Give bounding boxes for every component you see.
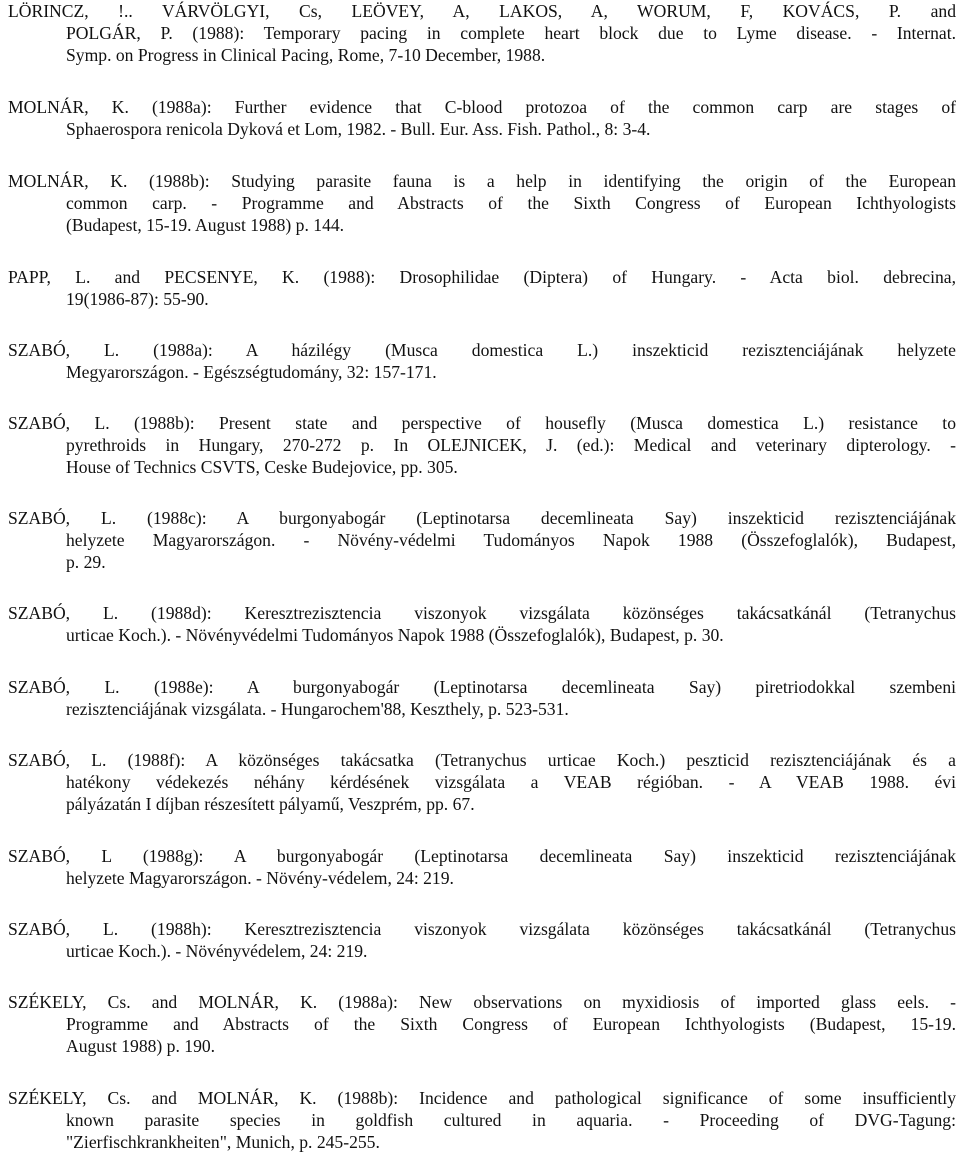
reference-line: SZABÓ, L. (1988d): Keresztrezisztencia viszonyok vizsgálata közönséges takácsatkánál (Tetranychus [8, 603, 956, 623]
reference-line: helyzete Magyarországon. - Növény-védelem, 24: 219. [66, 868, 454, 888]
reference-entry-szabo-1988h [8, 918, 956, 962]
reference-line: Symp. on Progress in Clinical Pacing, Rome, 7-10 December, 1988. [66, 45, 546, 65]
reference-line: SZABÓ, L (1988g): A burgonyabogár (Leptinotarsa decemlineata Say) inszekticid rezisztenciájának [8, 846, 956, 866]
reference-line: SZABÓ, L. (1988c): A burgonyabogár (Leptinotarsa decemlineata Say) inszekticid rezisztenciájának [8, 508, 956, 528]
reference-line: POLGÁR, P. (1988): Temporary pacing in complete heart block due to Lyme disease. - Internat. [66, 23, 956, 43]
reference-line: urticae Koch.). - Növényvédelmi Tudományos Napok 1988 (Összefoglalók), Budapest, p. 30. [66, 625, 724, 645]
reference-line: SZABÓ, L. (1988e): A burgonyabogár (Leptinotarsa decemlineata Say) piretriodokkal szembeni [8, 677, 956, 697]
reference-line: (Budapest, 15-19. August 1988) p. 144. [66, 215, 345, 235]
reference-entry-szabo-1988d [8, 602, 956, 646]
reference-entry-papp [8, 266, 956, 310]
reference-line: SZABÓ, L. (1988f): A közönséges takácsatka (Tetranychus urticae Koch.) peszticid rezisztenciájának és a [8, 750, 956, 770]
reference-entry-szekely-1988a [8, 991, 956, 1057]
reference-entry-szabo-1988a [8, 339, 956, 383]
reference-entry-molnar-1988a [8, 96, 956, 140]
reference-line: Programme and Abstracts of the Sixth Congress of European Ichthyologists (Budapest, 15-19. [66, 1014, 956, 1034]
reference-entry-szabo-1988b [8, 412, 956, 478]
reference-line: SZABÓ, L. (1988b): Present state and perspective of housefly (Musca domestica L.) resistance to [8, 413, 956, 433]
reference-entry-szabo-1988f [8, 749, 956, 815]
reference-line: "Zierfischkrankheiten", Munich, p. 245-255. [66, 1132, 380, 1152]
reference-line: SZÉKELY, Cs. and MOLNÁR, K. (1988b): Incidence and pathological significance of some insufficiently [8, 1088, 956, 1108]
reference-line: MOLNÁR, K. (1988b): Studying parasite fauna is a help in identifying the origin of the European [8, 171, 956, 191]
reference-line: House of Technics CSVTS, Ceske Budejovice, pp. 305. [66, 457, 458, 477]
reference-line: 19(1986-87): 55-90. [66, 289, 209, 309]
reference-line: pályázatán I díjban részesített pályamű, Veszprém, pp. 67. [66, 794, 475, 814]
reference-line: MOLNÁR, K. (1988a): Further evidence that C-blood protozoa of the common carp are stages of [8, 97, 956, 117]
reference-line: SZABÓ, L. (1988h): Keresztrezisztencia viszonyok vizsgálata közönséges takácsatkánál (Tetranychus [8, 919, 956, 939]
reference-line: common carp. - Programme and Abstracts of the Sixth Congress of European Ichthyologists [66, 193, 956, 213]
reference-line: p. 29. [66, 552, 106, 572]
reference-entry-molnar-1988b [8, 170, 956, 236]
reference-line: helyzete Magyarországon. - Növény-védelmi Tudományos Napok 1988 (Összefoglalók), Budapest, [66, 530, 956, 550]
reference-line: PAPP, L. and PECSENYE, K. (1988): Drosophilidae (Diptera) of Hungary. - Acta biol. debrecina, [8, 267, 956, 287]
reference-line: known parasite species in goldfish cultured in aquaria. - Proceeding of DVG-Tagung: [66, 1110, 956, 1130]
reference-line: SZÉKELY, Cs. and MOLNÁR, K. (1988a): New observations on myxidiosis of imported glass eels. - [8, 992, 956, 1012]
reference-line: hatékony védekezés néhány kérdésének vizsgálata a VEAB régióban. - A VEAB 1988. évi [66, 772, 956, 792]
reference-line: pyrethroids in Hungary, 270-272 p. In OLEJNICEK, J. (ed.): Medical and veterinary dipterology. - [66, 435, 956, 455]
reference-line: Sphaerospora renicola Dyková et Lom, 1982. - Bull. Eur. Ass. Fish. Pathol., 8: 3-4. [66, 119, 651, 139]
reference-entry-szabo-1988g [8, 845, 956, 889]
reference-line: Megyarországon. - Egészségtudomány, 32: 157-171. [66, 362, 437, 382]
reference-entry-szekely-1988b [8, 1087, 956, 1153]
reference-line: SZABÓ, L. (1988a): A házilégy (Musca domestica L.) inszekticid rezisztenciájának helyzete [8, 340, 956, 360]
reference-entry-szabo-1988c [8, 507, 956, 573]
reference-line: urticae Koch.). - Növényvédelem, 24: 219. [66, 941, 368, 961]
reference-entry-szabo-1988e [8, 676, 956, 720]
reference-line: LÖRINCZ, !.. VÁRVÖLGYI, Cs, LEÖVEY, A, LAKOS, A, WORUM, F, KOVÁCS, P. and [8, 1, 956, 21]
reference-line: rezisztenciájának vizsgálata. - Hungarochem'88, Keszthely, p. 523-531. [66, 699, 569, 719]
reference-entry-lorincz [8, 0, 956, 66]
reference-line: August 1988) p. 190. [66, 1036, 216, 1056]
